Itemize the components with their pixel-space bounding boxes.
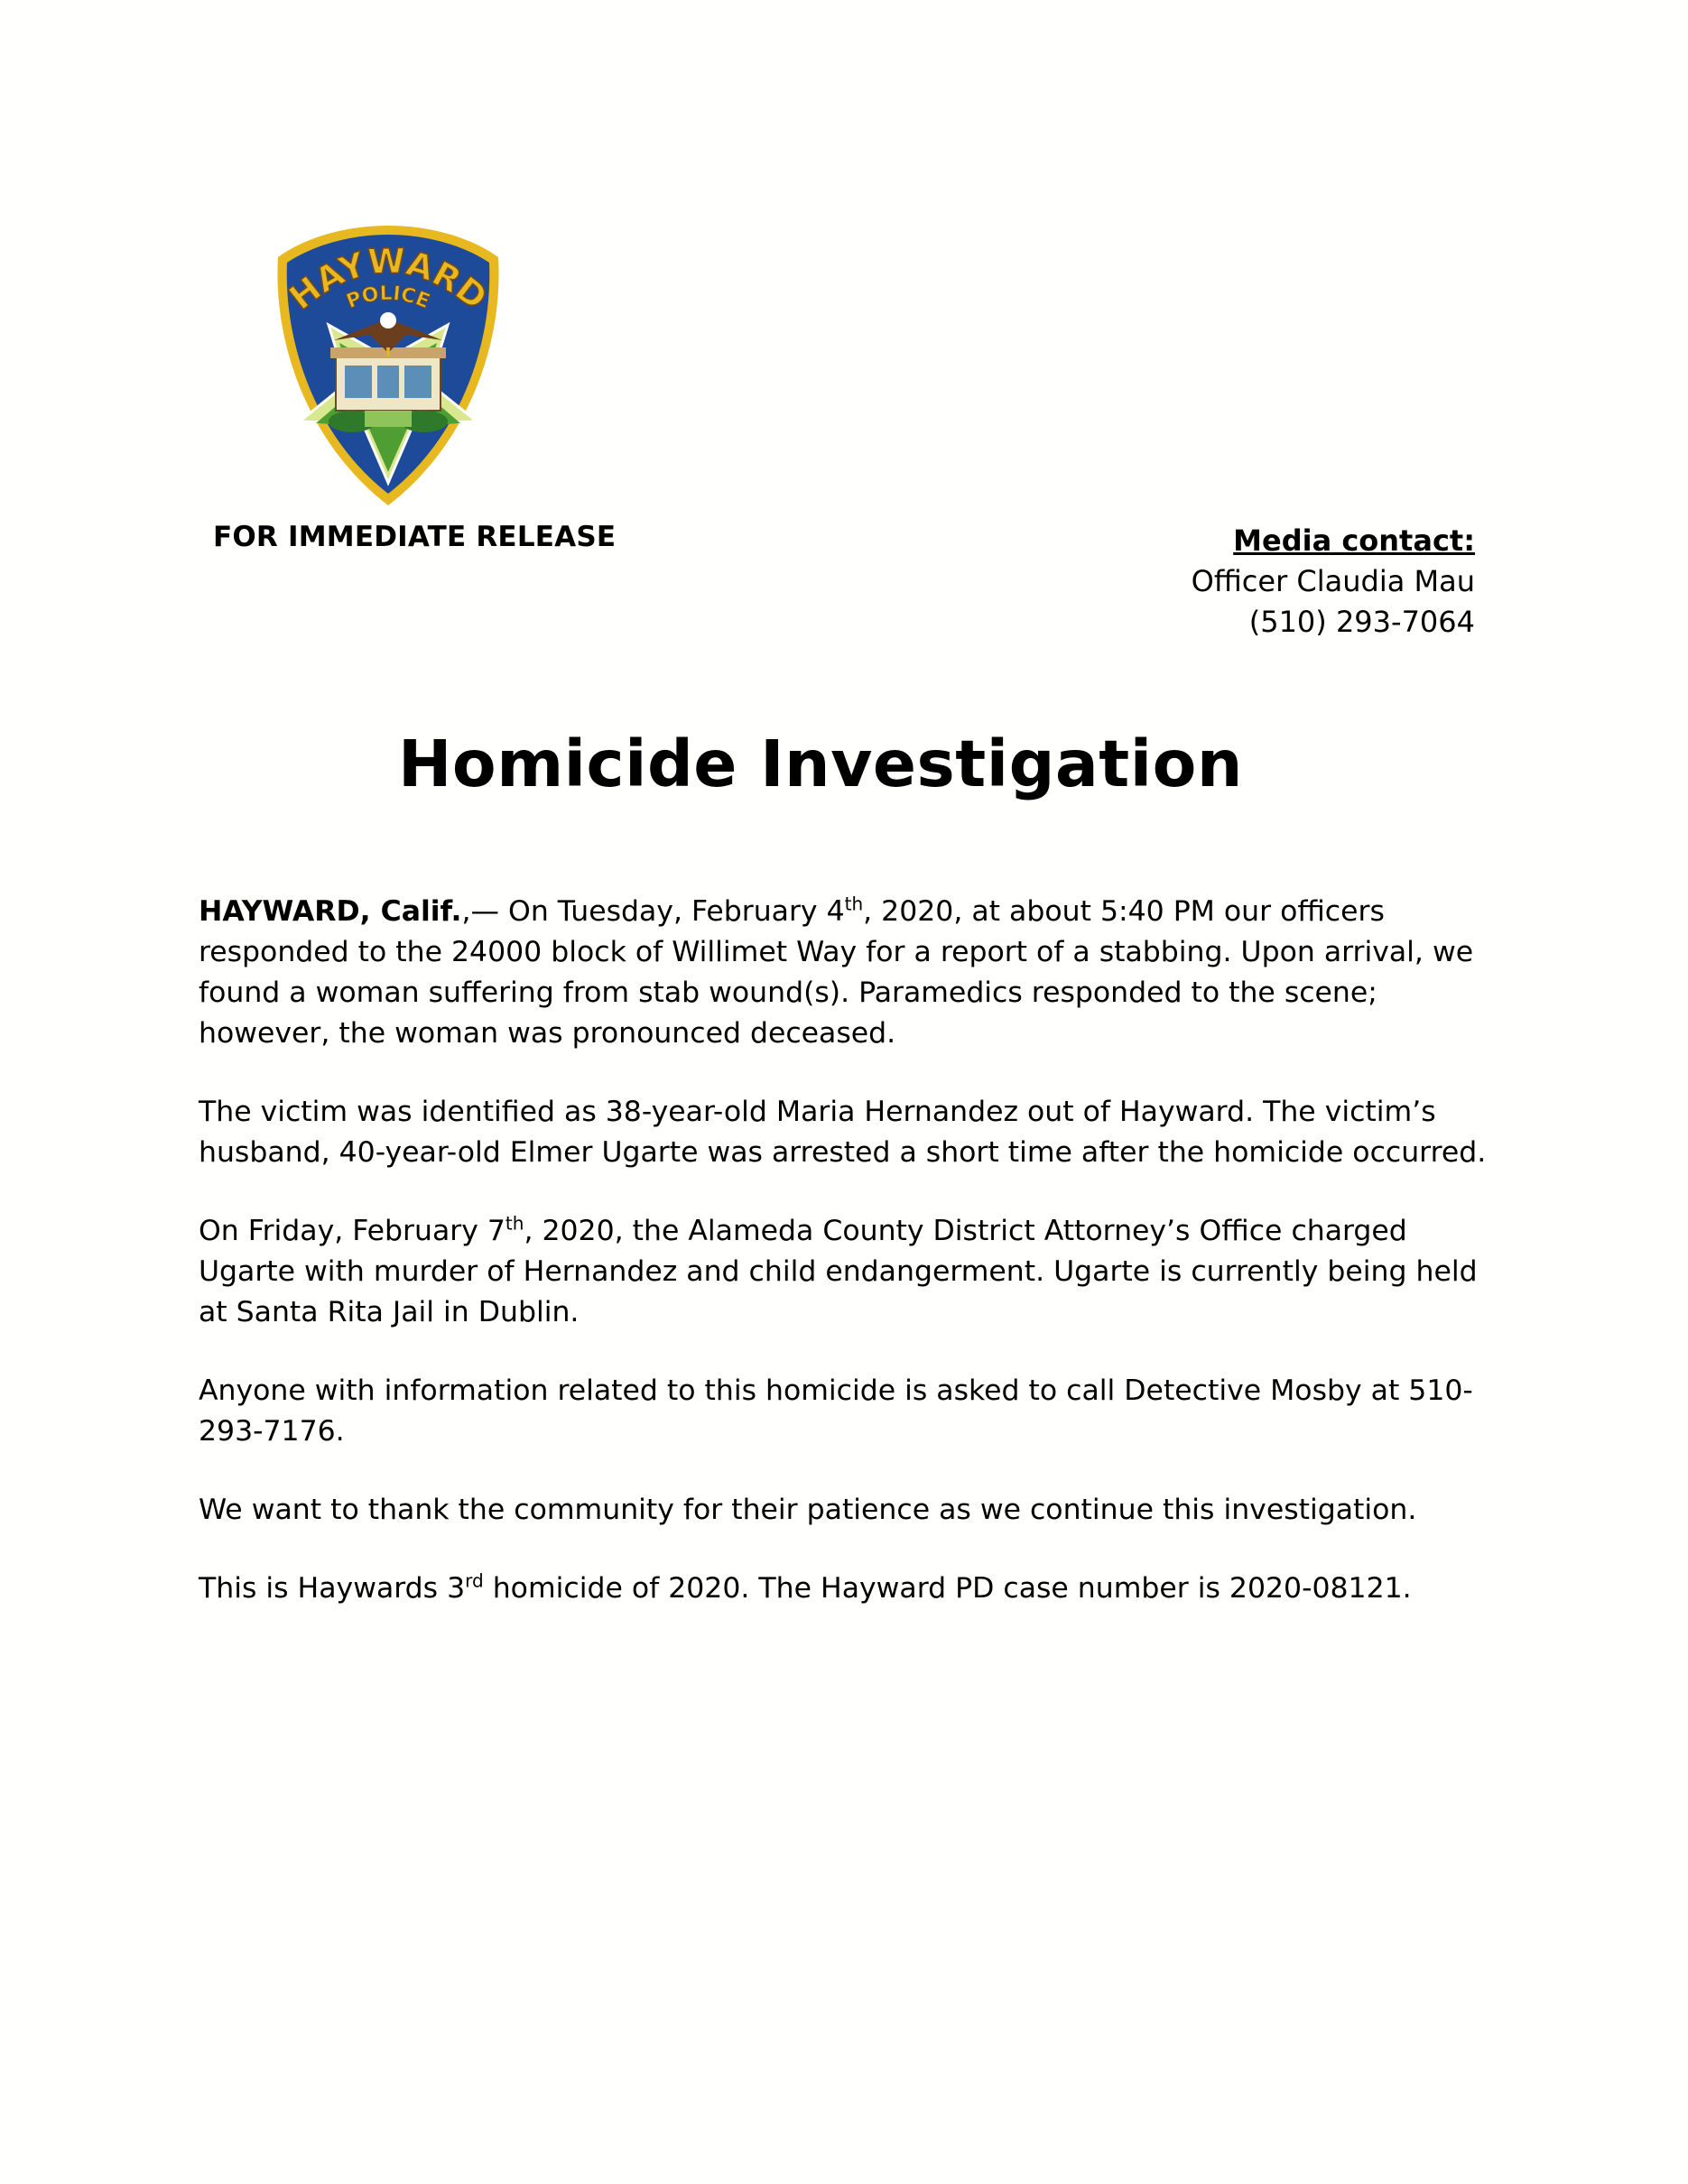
media-contact-phone: (510) 293-7064 <box>1248 605 1475 639</box>
svg-text:HAYWARD: HAYWARD <box>281 241 496 319</box>
ordinal-suffix: th <box>844 893 864 915</box>
paragraph-text: , 2020, at about 5:40 PM our officers responded to the 24000 block of Willimet Way for a report of a stabbing. Upon arrival, we found a woman suffering from stab wound(s). Paramedics responded to the scene; however, the woman was pronounced deceased. <box>199 895 1474 1050</box>
svg-text:POLICE: POLICE <box>343 282 433 314</box>
paragraph-text: This is Haywards 3 <box>199 1572 466 1605</box>
paragraph-tip-line: Anyone with information related to this homicide is asked to call Detective Mosby at 510-293-7176. <box>199 1374 1473 1448</box>
paragraph-incident <box>199 892 1498 1054</box>
press-release-body <box>199 892 1498 1647</box>
paragraph-thanks: We want to thank the community for their patience as we continue this investigation. <box>199 1494 1417 1526</box>
ordinal-suffix: rd <box>465 1569 484 1592</box>
dateline: HAYWARD, Calif. <box>199 895 462 928</box>
paragraph-victim: The victim was identified as 38-year-old Maria Hernandez out of Hayward. The victim’s husband, 40-year-old Elmer Ugarte was arrested a short time after the homicide occurred. <box>199 1096 1487 1169</box>
page-title: Homicide Investigation <box>398 726 1243 801</box>
paragraph-text: ,— On Tuesday, February 4 <box>461 895 845 928</box>
media-contact-name: Officer Claudia Mau <box>1191 564 1475 598</box>
paragraph-text: On Friday, February 7 <box>199 1215 505 1247</box>
media-contact-label: Media contact: <box>1233 523 1475 558</box>
paragraph-text: homicide of 2020. The Hayward PD case number is 2020-08121. <box>483 1572 1412 1605</box>
for-immediate-release-label: FOR IMMEDIATE RELEASE <box>213 521 617 553</box>
paragraph-charges <box>199 1211 1498 1333</box>
hayward-police-badge-logo <box>271 221 505 510</box>
ordinal-suffix: th <box>505 1212 524 1235</box>
paragraph-case-number <box>199 1569 1498 1609</box>
media-contact-block <box>1192 521 1475 643</box>
paragraph-text: , 2020, the Alameda County District Attorney’s Office charged Ugarte with murder of Hernandez and child endangerment. Ugarte is currently being held at Santa Rita Jail in Dublin. <box>199 1215 1478 1328</box>
